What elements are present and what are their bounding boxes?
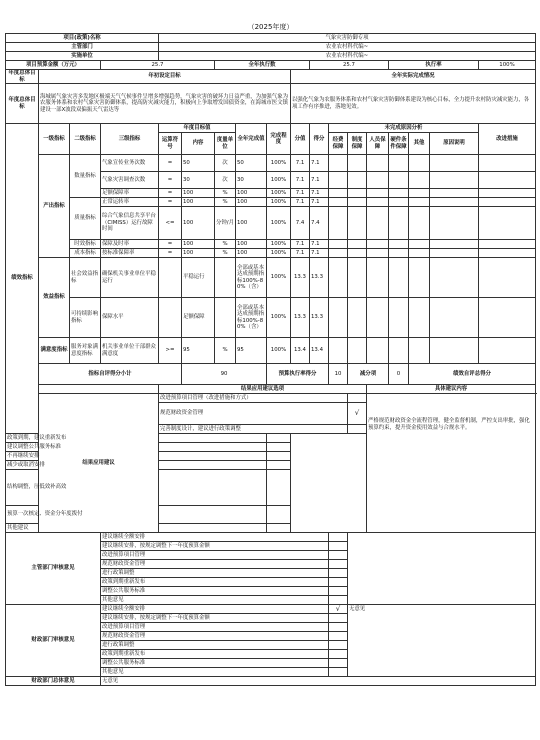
reason-label: 未完成原因分析 [329, 124, 479, 133]
score-value: 7.1 [291, 249, 310, 258]
dept-option-check[interactable] [329, 541, 348, 550]
target-unit: % [215, 338, 236, 364]
app-option: 结构调整，压低效补高效 [6, 469, 267, 505]
finance-option-check[interactable] [329, 658, 348, 667]
col-level2: 二级指标 [70, 124, 101, 155]
overall-opinion-label: 财政部门总体意见 [6, 676, 101, 685]
target-unit [215, 258, 236, 298]
output-label: 产出指标 [39, 155, 70, 258]
score-obtained: 7.1 [310, 249, 329, 258]
budget-score-value: 10 [329, 364, 348, 385]
score-value: 7.1 [291, 240, 310, 249]
target-unit: % [215, 240, 236, 249]
sat-target-label: 服务对象满意度指标 [70, 338, 101, 364]
finance-option-check[interactable] [329, 667, 348, 676]
target-unit: 次 [215, 155, 236, 172]
finance-option-check[interactable] [329, 640, 348, 649]
score-obtained: 7.1 [310, 155, 329, 172]
annual-exec-value: 25.7 [310, 61, 389, 70]
col-content: 内容 [182, 133, 215, 155]
project-name: 气象灾害防御专项 [159, 34, 536, 43]
score-obtained: 7.1 [310, 172, 329, 189]
app-option-check[interactable] [267, 433, 291, 442]
project-name-label: 项目(政策)名称 [6, 34, 159, 43]
app-option-check[interactable] [267, 505, 291, 523]
col-score: 得分 [310, 124, 329, 155]
dept-label: 主管部门 [6, 43, 159, 52]
unit-value: 农业农村科代编~ [159, 52, 536, 61]
score-obtained: 13.4 [310, 338, 329, 364]
target-unit: 次 [215, 172, 236, 189]
target-content: 足额保障 [182, 298, 215, 338]
full-year-value: 100 [236, 249, 267, 258]
sustain-label: 可持续影响指标 [70, 298, 101, 338]
col-score-val: 分值 [291, 124, 310, 155]
sheet-title: （2025年度） [247, 22, 294, 31]
op-sym: >= [159, 338, 182, 364]
full-year-value: 100 [236, 207, 267, 240]
performance-self-evaluation-sheet [5, 21, 535, 686]
app-option: 不再继续安排 [6, 451, 267, 460]
target-unit: % [215, 189, 236, 198]
score-obtained: 7.1 [310, 198, 329, 207]
target-unit [215, 298, 236, 338]
col-level3: 三级指标 [101, 124, 159, 155]
cost-label: 成本指标 [70, 249, 101, 258]
col-level1: 一级指标 [39, 124, 70, 155]
score-value: 13.4 [291, 338, 310, 364]
dept-option: 其他意见 [101, 595, 329, 604]
app-option-check[interactable] [267, 442, 291, 451]
indicator-name: 足额保障率 [101, 189, 159, 198]
indicator-name: 机关事业单位干部群众满意度 [101, 338, 159, 364]
full-year-value: 30 [236, 172, 267, 189]
target-content: 100 [182, 207, 215, 240]
op-sym: = [159, 240, 182, 249]
op-sym: = [159, 189, 182, 198]
finance-option: 政策到期重新发布 [101, 649, 329, 658]
score-value: 7.1 [291, 189, 310, 198]
score-obtained: 7.1 [310, 189, 329, 198]
dept-option-check[interactable] [329, 559, 348, 568]
completion-degree: 100% [267, 298, 291, 338]
qty-label: 数量指标 [70, 155, 101, 198]
target-content: 100 [182, 240, 215, 249]
col-r5: 其他 [409, 133, 430, 155]
app-option: 建议调整公共服务标准 [6, 442, 267, 451]
planned-goal-text: 海城属气象灾害多发地区极端天气气候事件呈增多增强趋势，气象灾害的破坏力日益严重，为加强气象为农服务体系和农村气象灾害防御体系，提高防灾减灾能力，积极向上争取增发国债资金，在海城市医文镇建设一部X波段双偏振天气雷达等 [39, 84, 291, 124]
dept-option-check[interactable] [329, 568, 348, 577]
actual-goal-label: 全年实际完成情况 [291, 70, 536, 84]
op-sym [159, 298, 182, 338]
op-sym: = [159, 155, 182, 172]
app-option: 规范财政资金管理 [159, 402, 348, 424]
finance-option: 改进预算项目管理 [101, 622, 329, 631]
completion-degree: 100% [267, 189, 291, 198]
target-content: 100 [182, 249, 215, 258]
score-value: 7.1 [291, 172, 310, 189]
op-sym: = [159, 198, 182, 207]
exec-rate-label: 执行率 [389, 61, 479, 70]
completion-degree: 100% [267, 338, 291, 364]
app-label: 结果应用建议 [39, 393, 159, 532]
target-unit: % [215, 249, 236, 258]
full-year-value: 全部或基本达成预期指标100%-80%（含） [236, 258, 267, 298]
budget-label: 项目预算金额（万元） [6, 61, 101, 70]
app-option-check[interactable] [267, 469, 291, 505]
app-suggestion-content: 严格规范财政资金全流程管理，健全监督机制，严控支出审批，强化预算约束，提升资金使用效益与合规水平。 [367, 393, 536, 532]
score-obtained: 13.3 [310, 258, 329, 298]
finance-option: 规范财政资金管理 [101, 631, 329, 640]
completion-degree: 100% [267, 258, 291, 298]
total-score-label: 绩效自评总得分 [409, 364, 536, 385]
score-obtained: 13.3 [310, 298, 329, 338]
content-header: 具体建议内容 [367, 384, 536, 393]
score-value: 7.1 [291, 155, 310, 172]
dept-option: 改进预算项目管理 [101, 550, 329, 559]
app-option: 改进预算项目管理（改进措施和方式） [159, 393, 348, 402]
self-score-value: 90 [182, 364, 267, 385]
dept-option: 建议继续全额安排 [101, 532, 329, 541]
unit-label: 实施单位 [6, 52, 159, 61]
target-unit: % [215, 198, 236, 207]
score-obtained: 7.4 [310, 207, 329, 240]
dept-option-check[interactable] [329, 550, 348, 559]
target-content: 95 [182, 338, 215, 364]
completion-degree: 100% [267, 240, 291, 249]
deduct-value: 0 [389, 364, 409, 385]
social-label: 社会效益指标 [70, 258, 101, 298]
completion-degree: 100% [267, 172, 291, 189]
full-year-value: 100 [236, 240, 267, 249]
op-sym [159, 258, 182, 298]
score-value: 7.4 [291, 207, 310, 240]
score-obtained: 7.1 [310, 240, 329, 249]
app-option: 预算一次核定、资金分年度拨付 [6, 505, 267, 523]
target-content: 100 [182, 189, 215, 198]
col-r6: 原因说明 [430, 133, 479, 155]
dept-review-content [348, 532, 536, 604]
budget-value: 25.7 [101, 61, 215, 70]
col-r3: 人员保障 [367, 133, 389, 155]
dept-option: 规范财政资金管理 [101, 559, 329, 568]
dept-value: 农业农村科代编~ [159, 43, 536, 52]
col-improve: 改进措施 [479, 124, 536, 155]
finance-option: 其他意见 [101, 667, 329, 676]
indicator-name: 按标准保障率 [101, 249, 159, 258]
finance-option-check[interactable] [329, 622, 348, 631]
finance-option-check-checked[interactable]: √ [329, 604, 348, 613]
app-option-check[interactable] [267, 460, 291, 469]
app-option-check[interactable] [348, 393, 367, 402]
score-value: 7.1 [291, 198, 310, 207]
time-label: 时效指标 [70, 240, 101, 249]
exec-rate-value: 100% [479, 61, 536, 70]
app-option: 减少或取消安排 [6, 460, 267, 469]
finance-option-check[interactable] [329, 613, 348, 622]
actual-goal-text: 以强化气象为农服务体系和农村气象灾害防御体系建设为核心目标，全力提升农村防灾减灾能力，各项工作有序推进，落地见效。 [291, 84, 536, 124]
col-op-sym: 运算符号 [159, 133, 182, 155]
finance-option-check[interactable] [329, 649, 348, 658]
app-option-check[interactable] [267, 451, 291, 460]
completion-degree: 100% [267, 249, 291, 258]
dept-option: 政策到期重新发布 [101, 577, 329, 586]
full-year-value: 全部或基本达成预期指标100%-80%（含） [236, 298, 267, 338]
col-degree: 完成程度 [267, 124, 291, 155]
dept-option-check[interactable] [329, 532, 348, 541]
op-sym: = [159, 172, 182, 189]
target-content: 100 [182, 198, 215, 207]
indicator-name: 气象灾害调查次数 [101, 172, 159, 189]
target-content: 30 [182, 172, 215, 189]
col-r4: 硬件条件保障 [389, 133, 409, 155]
score-value: 13.3 [291, 298, 310, 338]
satisfaction-label: 满意度指标 [39, 338, 70, 364]
col-full-year: 全年完成值 [236, 124, 267, 155]
goal-header-label: 年度总体目标 [6, 70, 39, 84]
score-value: 13.3 [291, 258, 310, 298]
indicator-name: 综合气象信息共享平台（CIMISS）运行故障时间 [101, 207, 159, 240]
indicator-name: 确保机关事业单位平稳运行 [101, 258, 159, 298]
annual-target-label: 年度目标值 [159, 124, 236, 133]
finance-option: 调整公共服务标准 [101, 658, 329, 667]
app-option: 政策到期，建议重新发布 [6, 433, 267, 442]
indicator-name: 正常运转率 [101, 198, 159, 207]
goal-row-label: 年度总体目标 [6, 84, 39, 124]
self-score-label: 指标自评得分小计 [39, 364, 182, 385]
overall-opinion-value: 无意见 [101, 676, 536, 685]
benefit-label: 效益指标 [39, 258, 70, 338]
indicator-name: 气象宣传业务次数 [101, 155, 159, 172]
target-unit: 分钟/月 [215, 207, 236, 240]
app-option-check[interactable] [267, 523, 291, 532]
completion-degree: 100% [267, 155, 291, 172]
dept-option-check[interactable] [329, 595, 348, 604]
deduct-label: 减分项 [348, 364, 389, 385]
completion-degree: 100% [267, 207, 291, 240]
indicator-name: 保障及时率 [101, 240, 159, 249]
app-option: 其他建议 [6, 523, 267, 532]
planned-goal-label: 年初设定目标 [39, 70, 291, 84]
dept-option: 建议继续安排，按规定调整下一年度预算金额 [101, 541, 329, 550]
app-option: 完善制度设计，建议进行政策调整 [159, 424, 348, 433]
col-unit: 度量单位 [215, 133, 236, 155]
full-year-value: 50 [236, 155, 267, 172]
full-year-value: 100 [236, 198, 267, 207]
full-year-value: 95 [236, 338, 267, 364]
indicator-name: 保障水平 [101, 298, 159, 338]
options-header: 结果应用建议选项 [159, 384, 367, 393]
col-r1: 经费保障 [329, 133, 348, 155]
finance-review-content: 无意见 [348, 604, 536, 676]
finance-review-label: 财政部门审核意见 [6, 604, 101, 676]
quality-label: 质量指标 [70, 198, 101, 240]
completion-degree: 100% [267, 198, 291, 207]
target-content: 平稳运行 [182, 258, 215, 298]
dept-option: 调整公共服务标准 [101, 586, 329, 595]
dept-option: 进行政策调整 [101, 568, 329, 577]
annual-exec-label: 全年执行数 [215, 61, 310, 70]
op-sym: <= [159, 207, 182, 240]
finance-option: 建议继续安排，按规定调整下一年度预算金额 [101, 613, 329, 622]
app-option-check-checked[interactable]: √ [348, 402, 367, 424]
dept-review-label: 主管部门审核意见 [6, 532, 101, 604]
budget-score-label: 预算执行率得分 [267, 364, 329, 385]
full-year-value: 100 [236, 189, 267, 198]
dept-option-check[interactable] [329, 577, 348, 586]
finance-option-check[interactable] [329, 631, 348, 640]
finance-option: 建议继续全额安排 [101, 604, 329, 613]
col-r2: 制度保障 [348, 133, 367, 155]
finance-option: 进行政策调整 [101, 640, 329, 649]
op-sym: = [159, 249, 182, 258]
dept-option-check[interactable] [329, 586, 348, 595]
target-content: 50 [182, 155, 215, 172]
app-option-check[interactable] [348, 424, 367, 433]
perf-section-label: 绩效指标 [6, 124, 39, 434]
